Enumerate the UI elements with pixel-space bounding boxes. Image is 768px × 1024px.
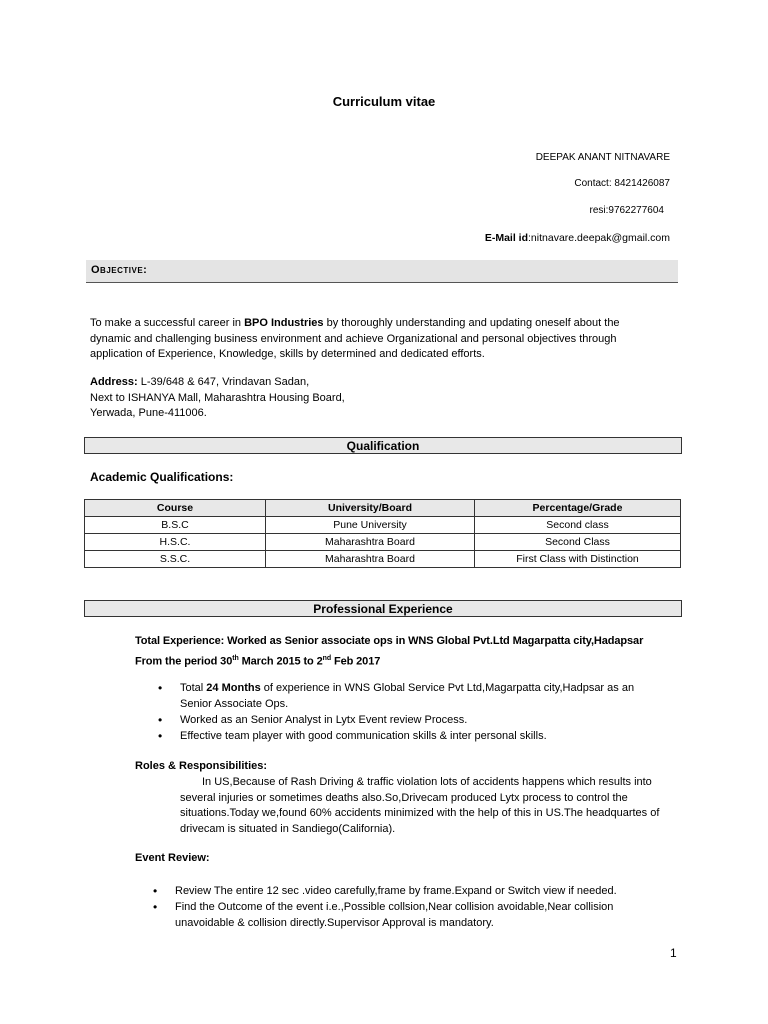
table-header-row [85,500,681,517]
bullet1-bold: 24 Months [206,682,261,694]
table-cell: Second Class [475,534,681,551]
objective-text-bold: BPO Industries [244,317,324,329]
column-header: University/Board [266,500,475,517]
address-line3: Yerwada, Pune-411006. [90,407,207,419]
table-cell: H.S.C. [85,534,266,551]
resi-phone: resi:9762277604 [589,205,664,216]
list-item: • Review The entire 12 sec .video carefully,frame by frame.Expand or Switch view if needed. [175,883,665,899]
table-row [85,534,681,551]
experience-bullets [180,680,660,744]
list-item: • Effective team player with good communication skills & inter personal skills. [180,728,660,744]
table-cell: First Class with Distinction [475,551,681,568]
table-row [85,551,681,568]
objective-heading-bar [86,260,678,283]
table-row [85,517,681,534]
period-sup2: nd [322,655,331,662]
column-header: Course [85,500,266,517]
column-header: Percentage/Grade [475,500,681,517]
bullet1-post: of experience in WNS Global Service Pvt Ltd,Magarpatta city,Hadpsar as an Senior Associate Ops. [180,682,635,710]
email-value: :nitnavare.deepak@gmail.com [528,232,670,244]
qualification-heading: Qualification [84,437,682,454]
table-cell: B.S.C [85,517,266,534]
contact-phone: Contact: 8421426087 [574,178,670,189]
list-item [180,680,660,712]
list-item: • Find the Outcome of the event i.e.,Possible collsion,Near collision avoidable,Near collision unavoidable & collision directly.Supervisor Approval is mandatory. [175,899,665,931]
objective-text [90,316,650,363]
period-post: Feb 2017 [331,655,381,668]
candidate-name: DEEPAK ANANT NITNAVARE [535,152,670,163]
table-cell: Maharashtra Board [266,534,475,551]
roles-heading: Roles & Responsibilities: [135,760,268,772]
page-number: 1 [670,946,677,960]
objective-text-post: by thoroughly understanding and updating oneself about the dynamic and challenging business environment and achieve Organizational and personal objectives through application of Experience, Knowledge, skills by determined and dedicated efforts. [90,317,620,360]
table-cell: Pune University [266,517,475,534]
table-cell: Second class [475,517,681,534]
professional-experience-heading: Professional Experience [84,600,682,617]
event-review-heading: Event Review: [135,852,210,864]
address-block [90,375,690,422]
objective-text-pre: To make a successful career in [90,317,245,329]
address-label: Address: [90,376,138,388]
address-line1 [90,375,690,391]
period-pre: From the period 30 [135,655,233,668]
qualification-table [84,499,681,568]
email-line [485,232,670,244]
academic-qualifications-heading: Academic Qualifications: [90,470,234,484]
list-item: • Worked as an Senior Analyst in Lytx Event review Process. [180,712,660,728]
event-review-bullets [175,883,665,931]
bullet1-pre: Total [180,682,207,694]
table-cell: Maharashtra Board [266,551,475,568]
address-line1-text: L-39/648 & 647, Vrindavan Sadan, [137,376,310,388]
experience-period [135,650,695,671]
period-mid: March 2015 to 2 [238,655,323,668]
table-cell: S.S.C. [85,551,266,568]
roles-text: In US,Because of Rash Driving & traffic violation lots of accidents happens which results into several injuries or sometimes deaths also.So,Drivecam produced Lytx process to control the situations.Today we,found 60% accidents minimized with the help of this in US.The headquartes of drivecam is situated in Sandiego(California). [180,776,660,835]
total-experience-line: Total Experience: Worked as Senior associate ops in WNS Global Pvt.Ltd Magarpatta city,Hadapsar [135,635,644,647]
document-title: Curriculum vitae [332,94,436,109]
objective-heading: Objective: [91,264,148,276]
period-sup1: th [232,655,239,662]
address-line2: Next to ISHANYA Mall, Maharashtra Housing Board, [90,391,345,404]
email-label: E-Mail id [484,232,529,244]
total-experience [135,633,695,671]
